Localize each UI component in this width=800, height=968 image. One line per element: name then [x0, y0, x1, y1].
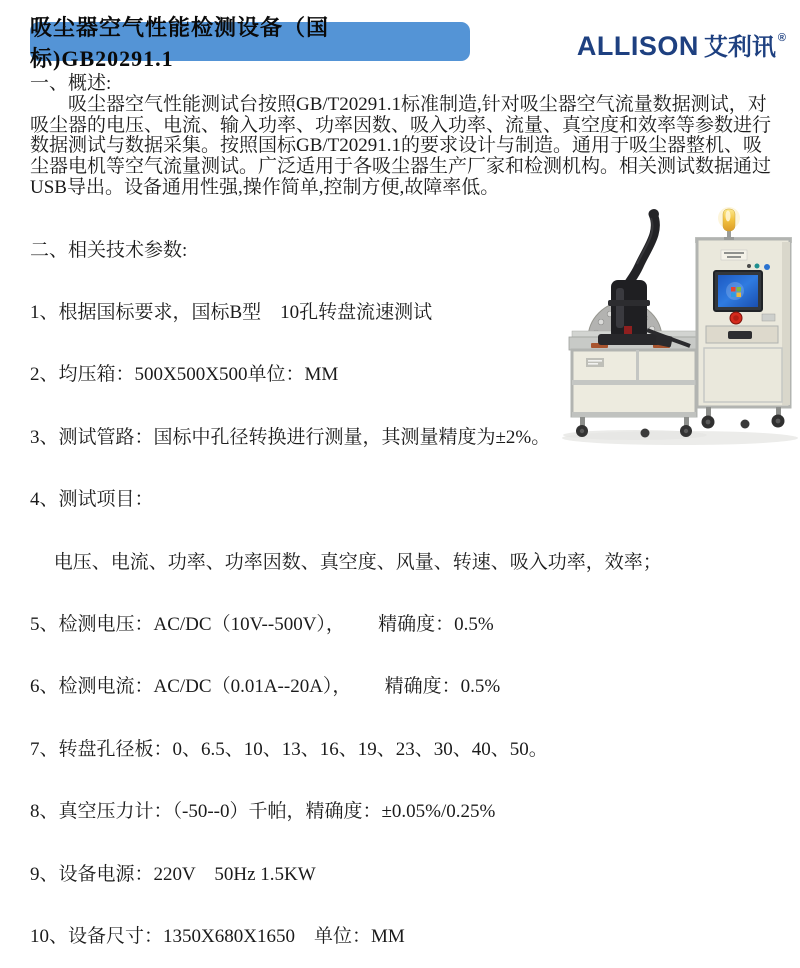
brand-logo-chinese: 艾利讯: [703, 34, 776, 61]
label-plate: [762, 314, 775, 321]
parameter-item: 5、检测电压：AC/DC（10V--500V）， 精确度：0.5%: [30, 613, 494, 635]
parameter-item: 10、设备尺寸：1350X680X1650 单位：MM: [30, 925, 405, 947]
floor-shadow: [562, 430, 798, 445]
monitor: [714, 271, 762, 311]
control-cabinet: [695, 237, 792, 429]
parameter-item: 7、转盘孔径板：0、6.5、10、13、16、19、23、30、40、50。: [30, 738, 548, 760]
parameter-item: 8、真空压力计：（-50--0）千帕，精确度：±0.05%/0.25%: [30, 801, 496, 823]
overview-paragraph: 吸尘器空气性能测试台按照GB/T20291.1标准制造,针对吸尘器空气流量数据测试，对吸尘器的电压、电流、输入功率、功率因数、吸入功率、流量、真空度和效率等参数进行数据测试与数据采集。按照国标GB/T20291.1的要求设计与制造。通用于吸尘器整机、吸尘器电机等空气流量测试。广泛适用于各吸尘器生产厂家和检测机构。相关测试数据通过USB导出。设备通用性强,操作简单,控制方便,故障率低。: [30, 93, 772, 198]
title-banner: [30, 14, 470, 71]
overview-section: [30, 74, 778, 199]
label-plate: [721, 250, 747, 260]
parameter-item: 3、测试管路：国标中孔径转换进行测量，其测量精度为±2%。: [30, 426, 551, 448]
parameter-item: 1、根据国标要求，国标B型 10孔转盘流速测试: [30, 301, 433, 323]
brand-logo-latin: ALLISON: [576, 31, 699, 61]
signal-beacon: [718, 207, 740, 240]
parameters-heading: 二、相关技术参数:: [30, 239, 188, 261]
parameter-item: 6、检测电流：AC/DC（0.01A--20A）， 精确度：0.5%: [30, 676, 501, 698]
parameter-item: 4、测试项目：: [30, 489, 154, 511]
vacuum-cleaner: [598, 209, 690, 348]
overview-heading: 一、概述:: [30, 73, 112, 94]
parameter-item: 9、设备电源：220V 50Hz 1.5KW: [30, 863, 316, 885]
page-title: 吸尘器空气性能检测设备（国标)GB20291.1: [30, 14, 330, 71]
equipment-photo: [440, 204, 800, 449]
keyboard-drawer: [706, 326, 778, 343]
brand-logo: [577, 27, 786, 62]
registered-trademark-icon: ®: [777, 32, 786, 44]
parameter-item: 电压、电流、功率、功率因数、真空度、风量、转速、吸入功率，效率；: [30, 551, 662, 573]
parameter-item: 2、均压箱：500X500X500单位：MM: [30, 364, 339, 386]
